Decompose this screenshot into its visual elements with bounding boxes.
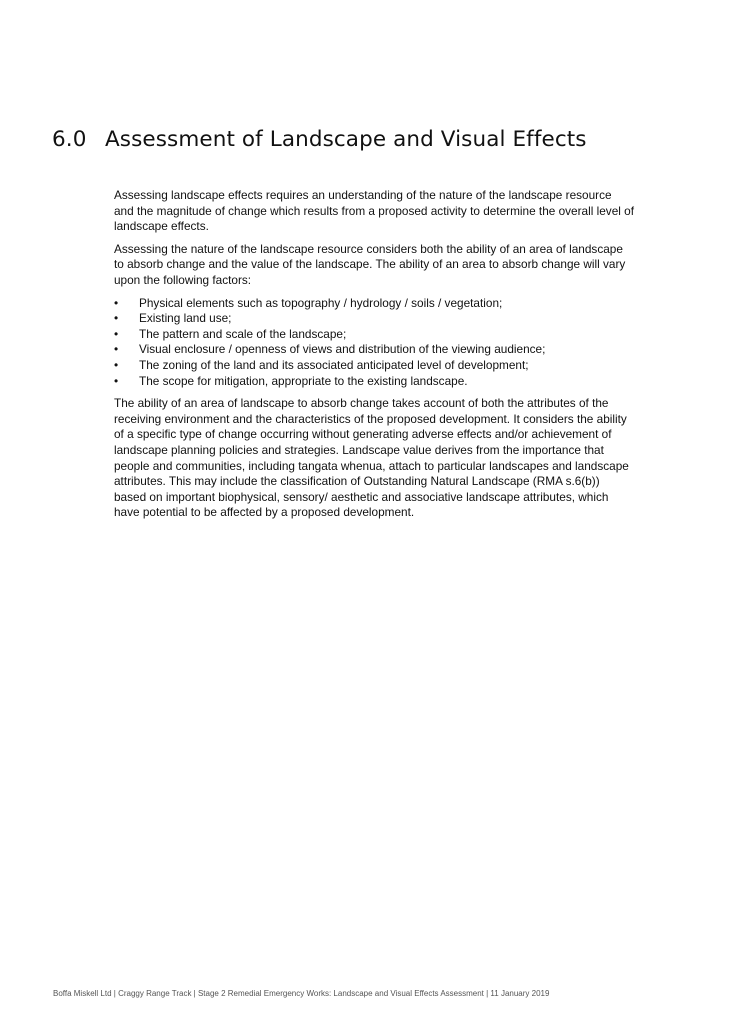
paragraph-landscape-resource: Assessing the nature of the landscape resource considers both the ability of an area of landscape to absorb change and the value of the landscape. The ability of an area to absorb change will vary upon the following factors: bbox=[114, 241, 626, 287]
section-title: Assessment of Landscape and Visual Effects bbox=[105, 127, 587, 152]
list-item: • Physical elements such as topography / hydrology / soils / vegetation; bbox=[114, 295, 503, 310]
bullet-icon: • bbox=[114, 357, 119, 372]
paragraph-absorb-change: The ability of an area of landscape to absorb change takes account of both the attributes of the receiving environment and the characteristics of the proposed development. It considers the ability of a specific type of change occurring without generating adverse effects and/or achievement of landscape planning policies and strategies. Landscape value derives from the importance that people and communities, including tangata whenua, attach to particular landscapes and landscape attributes. This may include the classification of Outstanding Natural Landscape (RMA s.6(b)) based on important biophysical, sensory/ aesthetic and associative landscape attributes, which have potential to be affected by a proposed development. bbox=[114, 396, 629, 520]
bullet-icon: • bbox=[114, 295, 119, 310]
list-item: • Existing land use; bbox=[114, 311, 232, 326]
list-item: • The zoning of the land and its associated anticipated level of development; bbox=[114, 357, 529, 372]
section-body bbox=[114, 188, 634, 528]
factors-list bbox=[114, 296, 634, 390]
section-heading bbox=[52, 127, 587, 152]
bullet-icon: • bbox=[114, 373, 119, 388]
paragraph-landscape-effects: Assessing landscape effects requires an understanding of the nature of the landscape resource and the magnitude of change which results from a proposed activity to determine the overall level of landscape effects. bbox=[114, 188, 635, 234]
list-item: • Visual enclosure / openness of views and distribution of the viewing audience; bbox=[114, 342, 546, 357]
bullet-icon: • bbox=[114, 311, 119, 326]
list-item: • The pattern and scale of the landscape; bbox=[114, 326, 347, 341]
bullet-icon: • bbox=[114, 326, 119, 341]
page-footer: Boffa Miskell Ltd | Craggy Range Track | Stage 2 Remedial Emergency Works: Landscape and Visual Effects Assessment | 11 January 2019 bbox=[53, 989, 550, 998]
list-item: • The scope for mitigation, appropriate to the existing landscape. bbox=[114, 373, 468, 388]
section-number: 6.0 bbox=[52, 127, 87, 152]
bullet-icon: • bbox=[114, 342, 119, 357]
